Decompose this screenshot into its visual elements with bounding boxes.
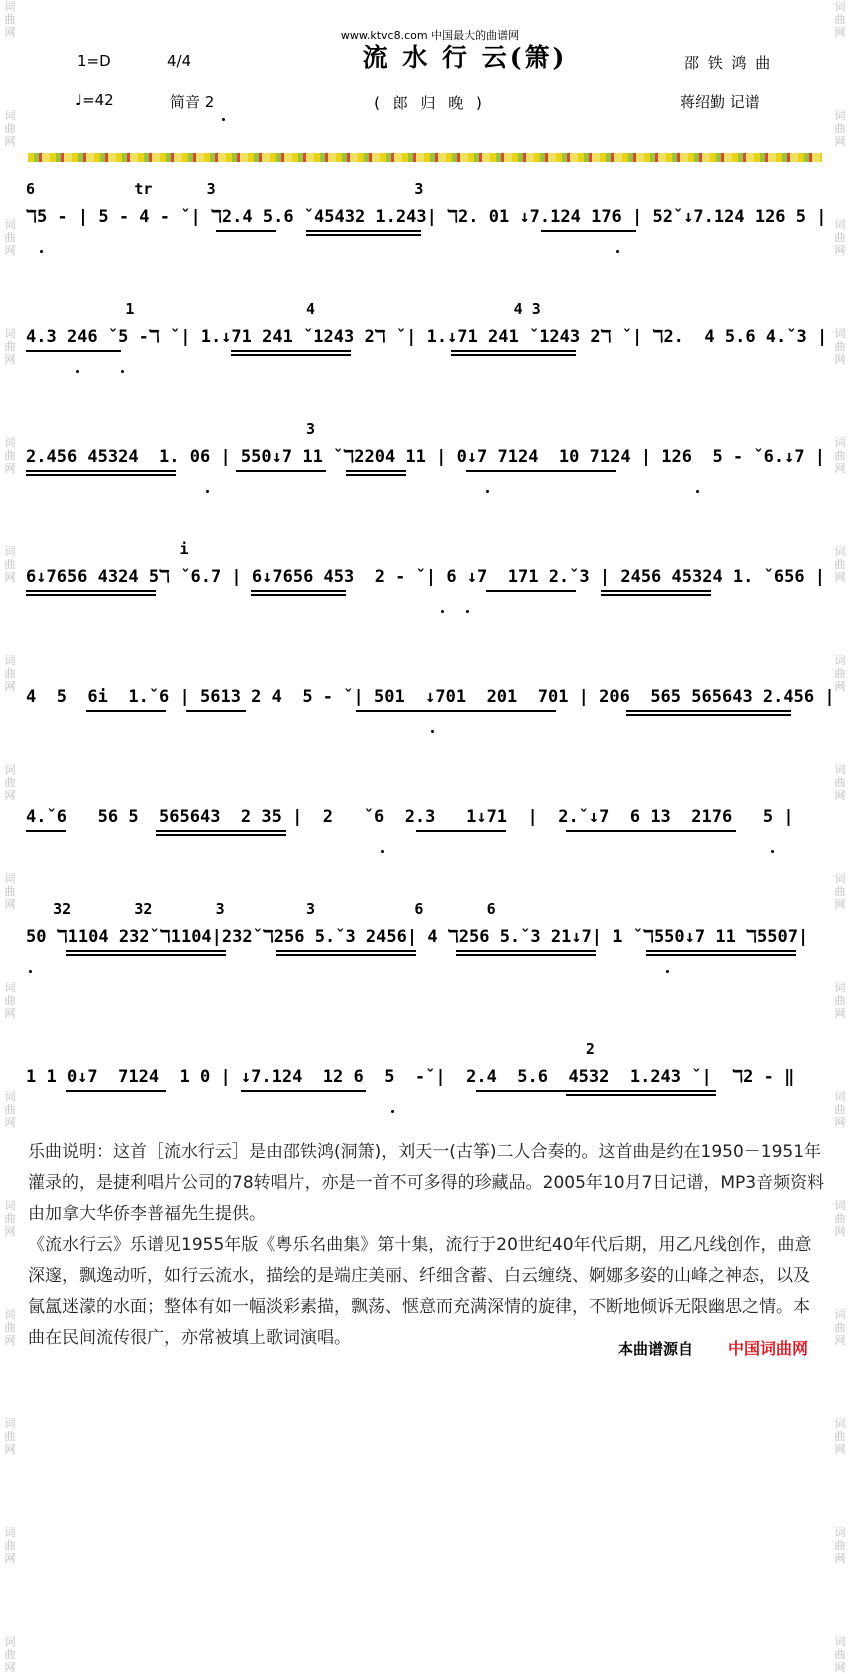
low-octave-dot — [391, 1110, 394, 1113]
beam — [541, 230, 636, 232]
score-line-1 — [26, 180, 826, 270]
score-notes: 6↓7656 4324 5ℸ ˇ6.7 | 6↓7656 453 2 - ˇ| 6 ↓7 171 2.ˇ3 | 2456 45324 1. ˇ656 | — [26, 567, 826, 587]
score-line-8 — [26, 1040, 826, 1130]
low-octave-dot — [121, 370, 124, 373]
beam — [26, 470, 176, 476]
beam — [646, 950, 796, 956]
beam — [416, 830, 506, 832]
beam — [66, 950, 226, 956]
left-watermark: 词曲网 词曲网 词曲网 词曲网 词曲网 词曲网 词曲网 词曲网 词曲网 词曲网 词曲网 词曲网 词曲网 词曲网 词曲网 词曲网 — [4, 0, 16, 1674]
low-octave-dot — [206, 490, 209, 493]
beam — [66, 1090, 166, 1092]
beam — [186, 710, 246, 712]
beam — [306, 230, 421, 236]
low-octave-dot — [666, 970, 669, 973]
subtitle: ( 郎 归 晚 ) — [374, 94, 486, 112]
beam — [236, 470, 326, 472]
low-octave-dot — [696, 490, 699, 493]
score-marks: 1 4 4 3 — [26, 300, 541, 318]
score-marks: 6 tr 3 3 — [26, 180, 424, 198]
score-notes: 1 1 0↓7 7124 1 0 | ↓7.124 12 6 5 -ˇ| 2.4 5.6 4532 1.243 ˇ| ℸ2 - ‖ — [26, 1067, 795, 1087]
key-signature: 1=D — [77, 52, 111, 70]
score-notes: 4.ˇ6 56 5 565643 2 35 | 2 ˇ6 2.3 1↓71 | 2.ˇ↓7 6 13 2176 5 | — [26, 807, 794, 827]
score-marks: 2 — [26, 1040, 595, 1058]
beam — [231, 350, 351, 356]
beam — [566, 830, 736, 832]
source-label: 本曲谱源自 — [618, 1340, 694, 1358]
page-title: 流 水 行 云(箫) — [362, 43, 568, 72]
beam — [356, 710, 556, 712]
source-site-link[interactable]: 中国词曲网 — [728, 1339, 809, 1358]
score-marks: 32 32 3 3 6 6 — [26, 900, 496, 918]
beam — [566, 1090, 716, 1096]
description-paragraph: 乐曲说明：这首［流水行云］是由邵铁鸿(洞箫)，刘天一(古筝)二人合奏的。这首曲是约在1950－1951年灌录的，是捷利唱片公司的78转唱片，亦是一首不可多得的珍藏品。2005年10月7日记谱，MP3音频资料由加拿大华侨李普福先生提供。 — [28, 1142, 825, 1224]
beam — [26, 830, 66, 832]
beam — [26, 350, 121, 352]
low-octave-dot — [431, 730, 434, 733]
score-line-5 — [26, 660, 835, 750]
beam — [276, 950, 416, 956]
beam — [466, 470, 616, 472]
low-octave-dot — [40, 250, 43, 253]
low-octave-dot — [616, 250, 619, 253]
score-notes: 2.456 45324 1. 06 | 550↓7 11 ˇℸ2204 11 | 0↓7 7124 10 7124 | 126 5 - ˇ6.↓7 | — [26, 447, 826, 467]
score-line-7 — [26, 900, 826, 990]
beam — [26, 590, 156, 596]
tempo: ♩=42 — [75, 91, 114, 109]
score-marks: i — [26, 540, 189, 558]
low-octave-dot — [486, 490, 489, 493]
score-line-3 — [26, 420, 826, 510]
right-watermark: 词曲网 词曲网 词曲网 词曲网 词曲网 词曲网 词曲网 词曲网 词曲网 词曲网 词曲网 词曲网 词曲网 词曲网 词曲网 词曲网 — [834, 0, 846, 1674]
tuning: 简音 2 — [170, 93, 215, 111]
score-notes: 4 5 6i 1.ˇ6 | 5613 2 4 5 - ˇ| 501 ↓701 201 701 | 206 565 565643 2.456 | — [26, 687, 835, 707]
tuning-low-dot — [222, 118, 225, 121]
decorative-divider — [28, 153, 822, 162]
transcriber: 蒋绍勤 记谱 — [680, 93, 760, 111]
site-url[interactable]: www.ktvc8.com 中国最大的曲谱网 — [340, 29, 520, 42]
score-notes: ℸ5 - | 5 - 4 - ˇ| ℸ2.4 5.6 ˇ45432 1.243| ℸ2. 01 ↓7.124 176 | 52ˇ↓7.124 126 5 | — [26, 207, 827, 227]
score-notes: 4.3 246 ˇ5 -ℸ ˇ| 1.↓71 241 ˇ1243 2ℸ ˇ| 1.↓71 241 ˇ1243 2ℸ ˇ| ℸ2. 4 5.6 4.ˇ3 | — [26, 327, 828, 347]
beam — [241, 1090, 366, 1092]
time-signature: 4/4 — [167, 52, 192, 70]
score-line-4 — [26, 540, 826, 630]
description-paragraph: 《流水行云》乐谱见1955年版《粤乐名曲集》第十集，流行于20世纪40年代后期，用乙凡线创作，曲意深邃，飘逸动听，如行云流水，描绘的是端庄美丽、纤细含蓄、白云缠绕、婀娜多姿的山峰之神态，以及氤氲迷濛的水面；整体有如一幅淡彩素描，飘荡、惬意而充满深情的旋律，不断地倾诉无限幽思之情。本曲在民间流传很广，亦常被填上歌词演唱。 — [28, 1235, 812, 1348]
score-notes: 50 ℸ1104 232ˇℸ1104|232ˇℸ256 5.ˇ3 2456| 4 ℸ256 5.ˇ3 21↓7| 1 ˇℸ550↓7 11 ℸ5507| — [26, 927, 809, 947]
low-octave-dot — [29, 970, 32, 973]
low-octave-dot — [441, 610, 444, 613]
beam — [486, 590, 576, 592]
beam — [626, 710, 791, 716]
low-octave-dot — [466, 610, 469, 613]
beam — [601, 590, 711, 596]
beam — [251, 590, 346, 596]
music-description — [28, 1137, 826, 1354]
beam — [86, 710, 166, 712]
low-octave-dot — [76, 370, 79, 373]
score-marks: 3 — [26, 420, 315, 438]
beam — [456, 950, 596, 956]
low-octave-dot — [771, 850, 774, 853]
beam — [346, 470, 406, 476]
beam — [156, 830, 286, 836]
low-octave-dot — [381, 850, 384, 853]
composer: 邵 铁 鸿 曲 — [684, 54, 773, 72]
beam — [216, 230, 276, 232]
score-line-6 — [26, 780, 826, 870]
score-line-2 — [26, 300, 826, 390]
beam — [451, 350, 576, 356]
